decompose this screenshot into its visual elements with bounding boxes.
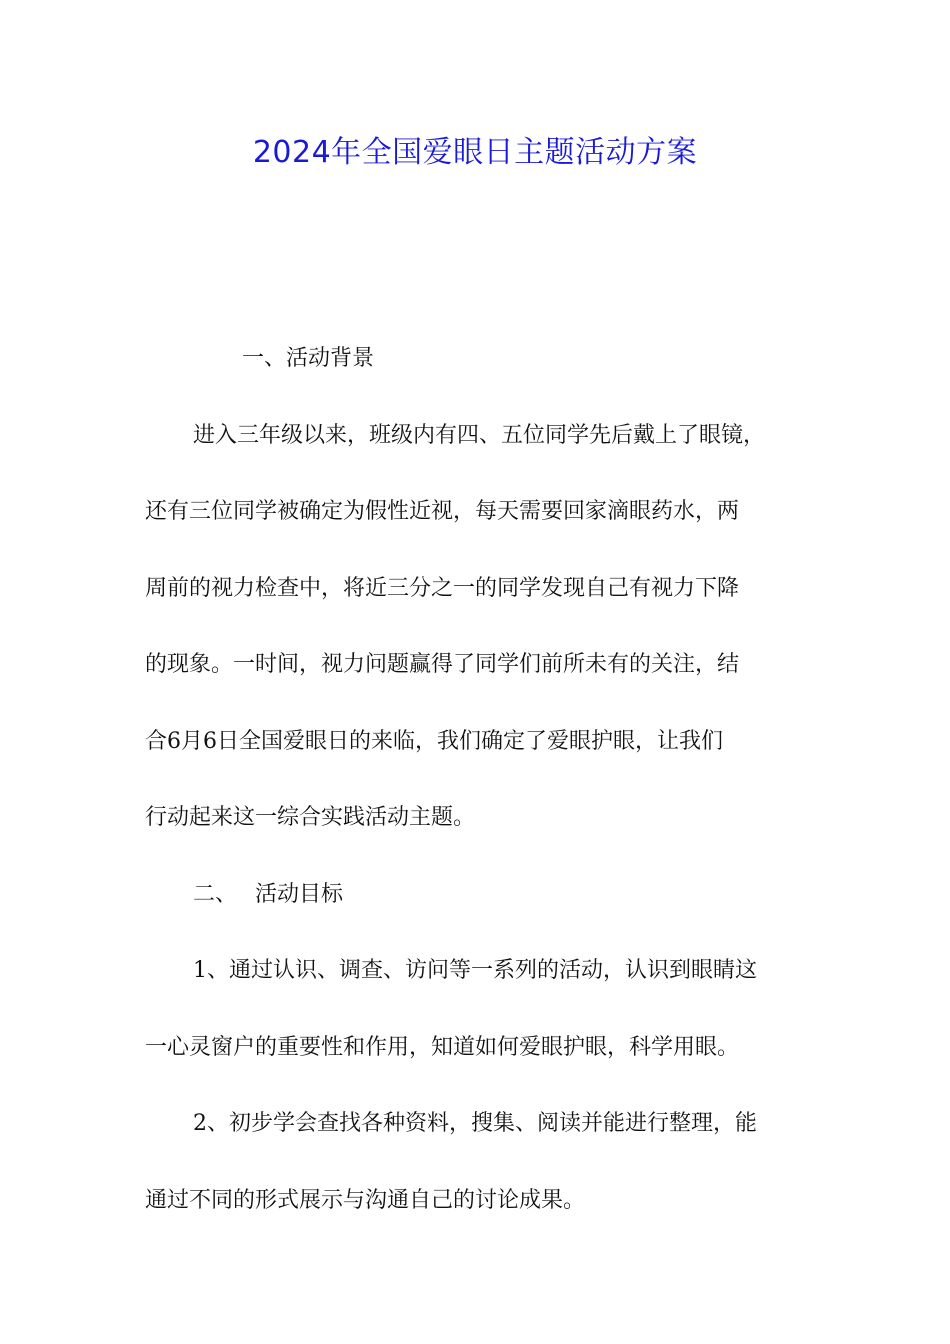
list-item-line: 通过不同的形式展示与沟通自己的讨论成果。 <box>145 1187 586 1213</box>
section-heading-background: 一、活动背景 <box>242 346 375 371</box>
list-item-line: 2、初步学会查找各种资料，搜集、阅读并能进行整理，能 <box>193 1111 757 1136</box>
paragraph-line: 的现象。一时间，视力问题赢得了同学们前所未有的关注，结 <box>145 652 740 677</box>
list-item-line: 1、通过认识、调查、访问等一系列的活动，认识到眼睛这 <box>193 958 757 983</box>
document-title: 2024年全国爱眼日主题活动方案 <box>252 135 698 170</box>
section-heading-goals <box>145 857 815 934</box>
document-body <box>145 321 815 1239</box>
paragraph-line: 周前的视力检查中，将近三分之一的同学发现自己有视力下降 <box>145 575 740 601</box>
paragraph-line: 还有三位同学被确定为假性近视，每天需要回家滴眼药水，两 <box>145 499 740 524</box>
paragraph-line: 行动起来这一综合实践活动主题。 <box>145 805 476 830</box>
list-item-line: 一心灵窗户的重要性和作用，知道如何爱眼护眼，科学用眼。 <box>145 1034 740 1060</box>
paragraph-line: 进入三年级以来，班级内有四、五位同学先后戴上了眼镜， <box>193 422 766 448</box>
section-heading-number: 二、 <box>193 881 238 907</box>
paragraph-line: 合6月6日全国爱眼日的来临，我们确定了爱眼护眼，让我们 <box>145 728 723 754</box>
section-heading-text: 活动目标 <box>255 881 344 907</box>
